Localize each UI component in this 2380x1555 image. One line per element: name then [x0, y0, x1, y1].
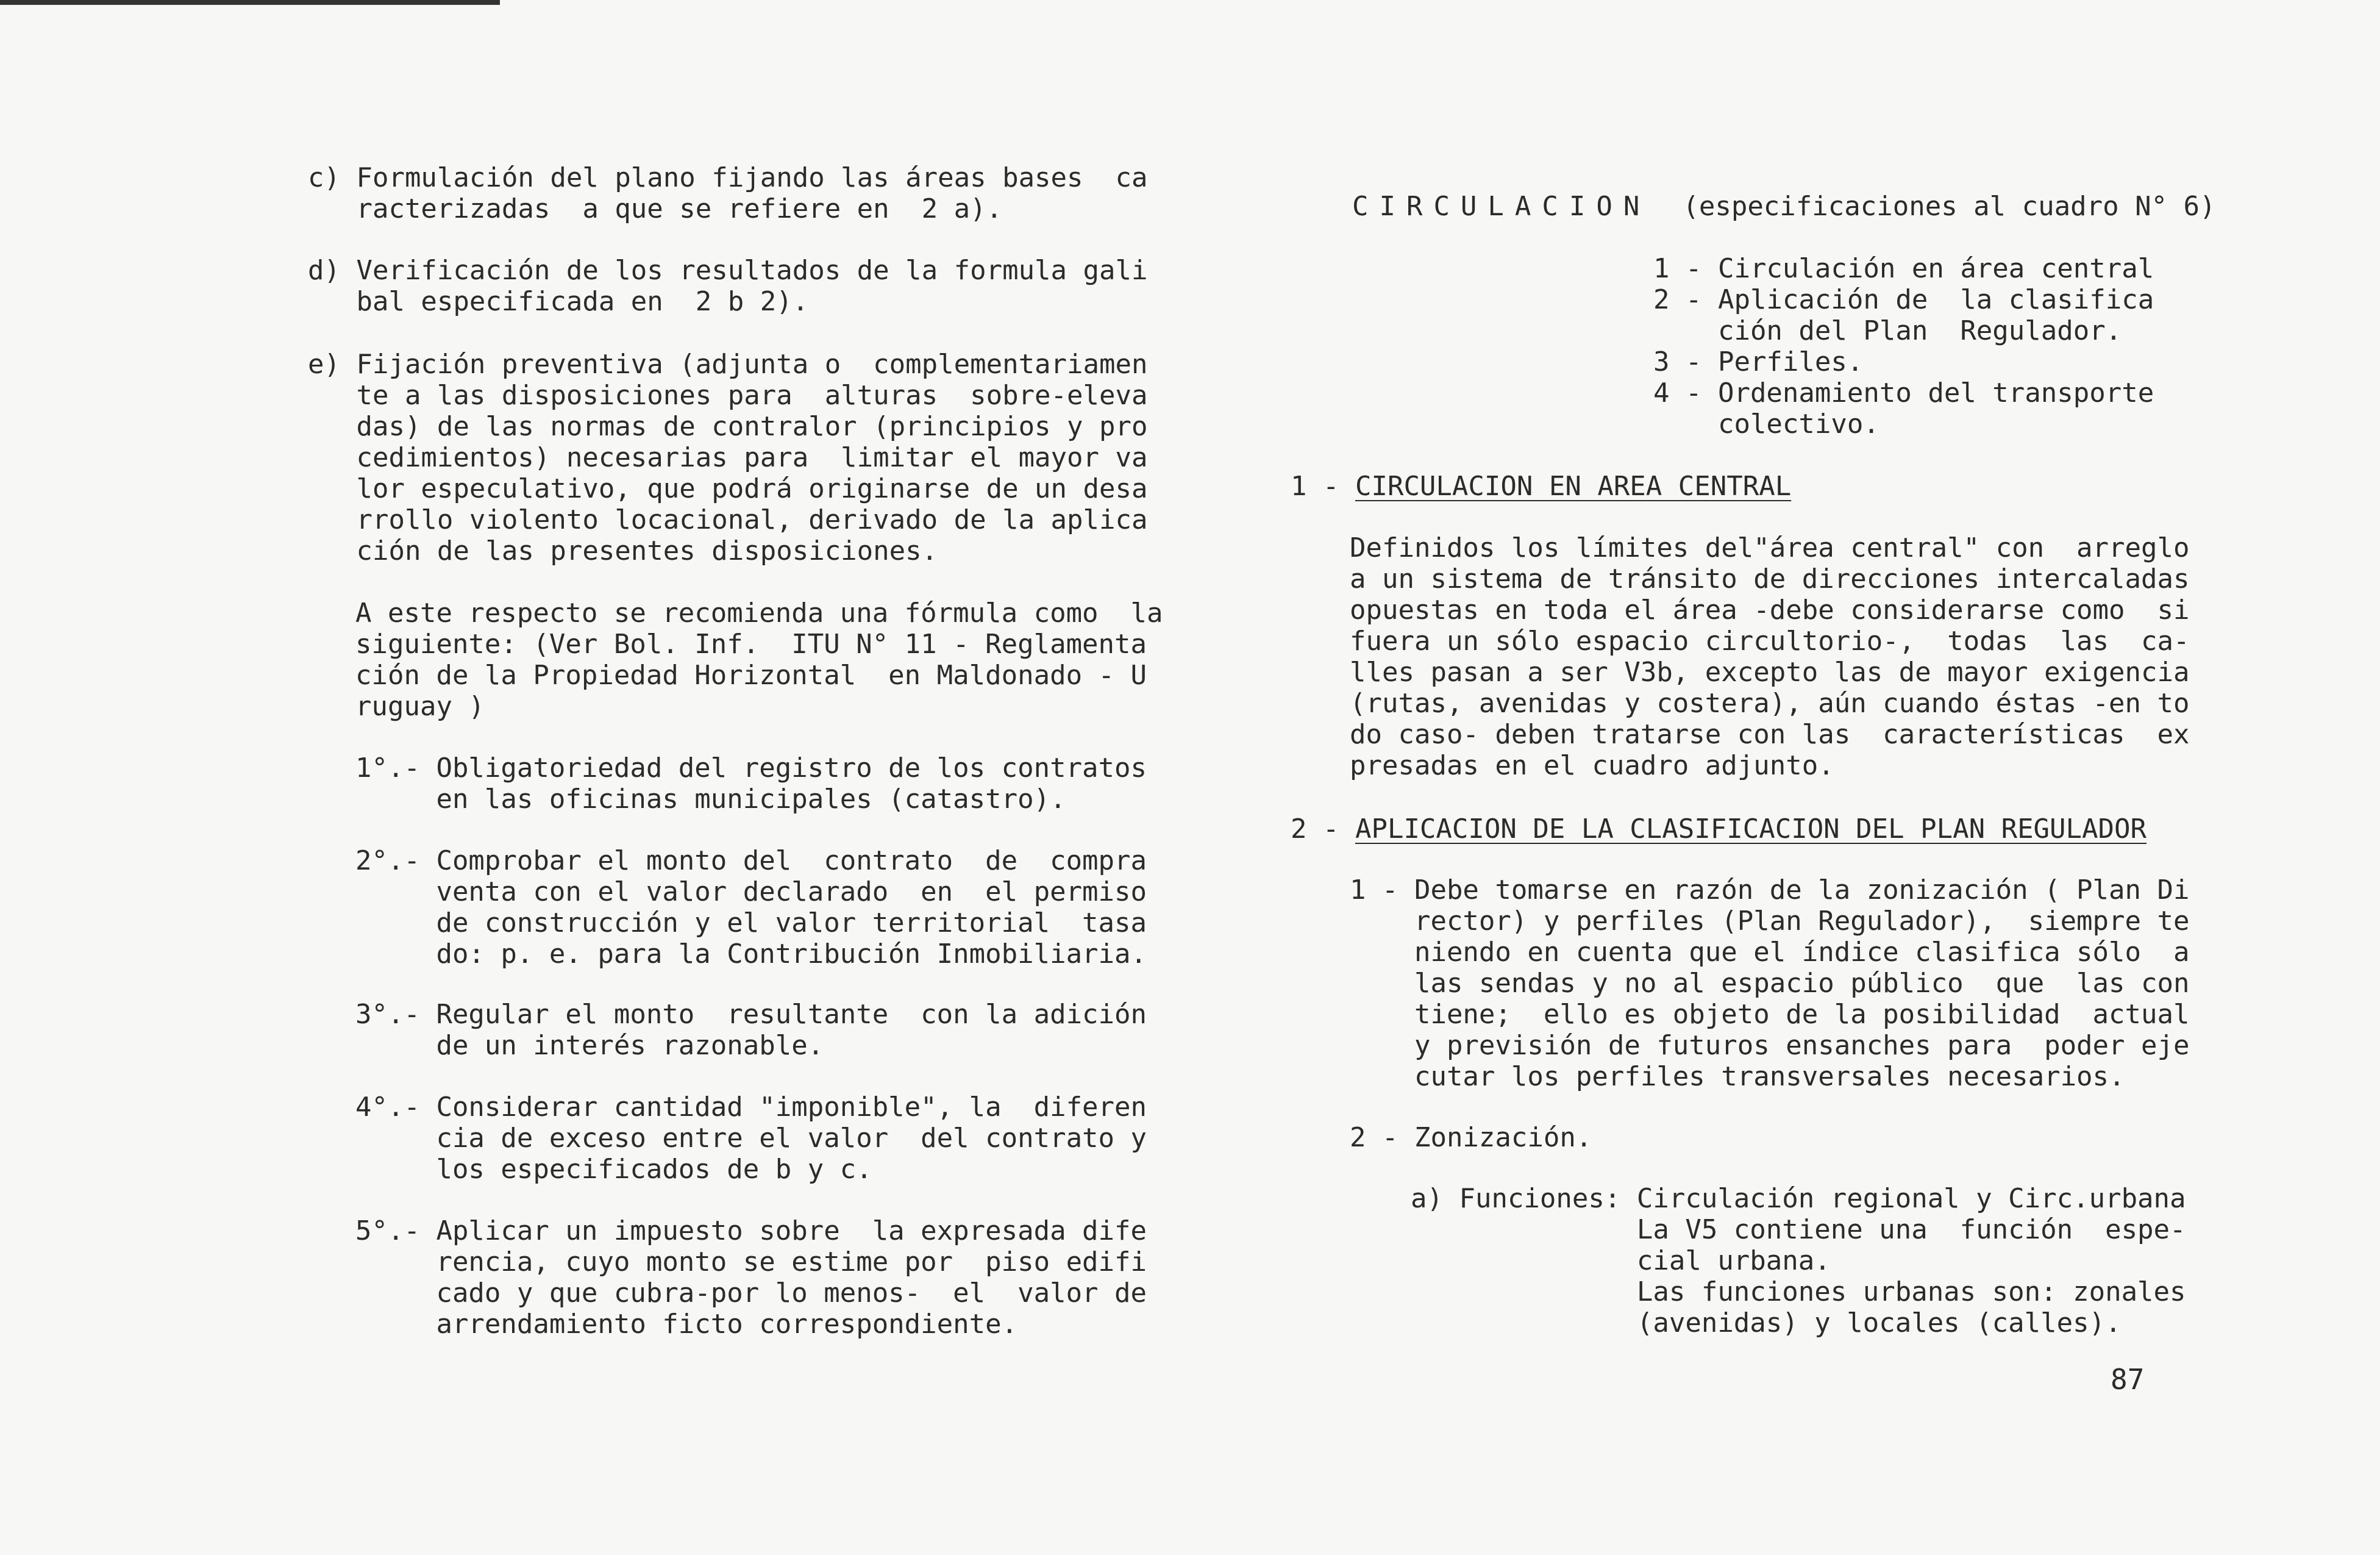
section-2-item-2: 2 - Zonización.: [1350, 1122, 1592, 1153]
right-page: [1190, 0, 2380, 1555]
list-item-5: 5°.- Aplicar un impuesto sobre la expresada dife rencia, cuyo monto se estime por piso edifi cado y que cubra-por lo menos- el valor de arrendamiento ficto correspondiente.: [355, 1215, 1147, 1340]
item-c: c) Formulación del plano fijando las áreas bases ca racterizadas a que se refiere en 2 a).: [308, 162, 1148, 224]
page-number: 87: [2111, 1363, 2145, 1396]
list-item-1: 1°.- Obligatoriedad del registro de los contratos en las oficinas municipales (catastro).: [355, 752, 1147, 815]
section-2-item-1: 1 - Debe tomarse en razón de la zonización ( Plan Di rector) y perfiles (Plan Regulador), siempre te niendo en cuenta que el índice clasifica sólo a las sendas y no al espacio público que las con tiene; ello es objeto de la posibilidad actual y previsión de futuros ensanches para poder eje cutar los perfiles transversales necesarios.: [1350, 874, 2190, 1092]
section-title-note: (especificaciones al cuadro N° 6): [1683, 191, 2216, 222]
section-1-heading-row: [1291, 471, 1791, 502]
list-item-2: 2°.- Comprobar el monto del contrato de compra venta con el valor declarado en el permiso de construcción y el valor territorial tasa do: p. e. para la Contribución Inmobiliaria.: [355, 845, 1147, 970]
section-1-body: Definidos los límites del"área central" con arreglo a un sistema de tránsito de direcciones intercaladas opuestas en toda el área -debe considerarse como si fuera un sólo espacio circultorio-, todas las ca- lles pasan a ser V3b, excepto las de mayor exigencia (rutas, avenidas y costera), aún cuando éstas -en to do caso- deben tratarse con las características ex presadas en el cuadro adjunto.: [1350, 532, 2190, 781]
section-1-number: 1 -: [1291, 471, 1355, 502]
recommendation-intro: A este respecto se recomienda una fórmula como la siguiente: (Ver Bol. Inf. ITU N° 11 - Reglamenta ción de la Propiedad Horizontal en Maldonado - U ruguay ): [355, 598, 1163, 722]
item-d: d) Verificación de los resultados de la formula gali bal especificada en 2 b 2).: [308, 255, 1148, 317]
funciones-block: a) Funciones: Circulación regional y Circ.urbana La V5 contiene una función espe- cial urbana. Las funciones urbanas son: zonales (avenidas) y locales (calles).: [1411, 1183, 2186, 1339]
item-e: e) Fijación preventiva (adjunta o complementariamen te a las disposiciones para alturas sobre-eleva das) de las normas de contralor (principios y pro cedimientos) necesarias para limitar el mayor va lor especulativo, que podrá originarse de un desa rrollo violento locacional, derivado de la aplica ción de las presentes disposiciones.: [308, 349, 1148, 567]
section-2-number: 2 -: [1291, 813, 1355, 845]
list-item-3: 3°.- Regular el monto resultante con la adición de un interés razonable.: [355, 999, 1147, 1061]
section-1-heading: CIRCULACION EN AREA CENTRAL: [1355, 471, 1792, 502]
table-of-contents: 1 - Circulación en área central 2 - Aplicación de la clasifica ción del Plan Regulador. 3 - Perfiles. 4 - Ordenamiento del transporte colectivo.: [1653, 253, 2154, 440]
section-title: CIRCULACION: [1352, 191, 1651, 222]
section-2-heading: APLICACION DE LA CLASIFICACION DEL PLAN REGULADOR: [1355, 813, 2147, 845]
list-item-4: 4°.- Considerar cantidad "imponible", la diferen cia de exceso entre el valor del contrato y los especificados de b y c.: [355, 1092, 1147, 1185]
section-2-heading-row: [1291, 813, 2147, 845]
section-title-row: [1288, 160, 2216, 253]
